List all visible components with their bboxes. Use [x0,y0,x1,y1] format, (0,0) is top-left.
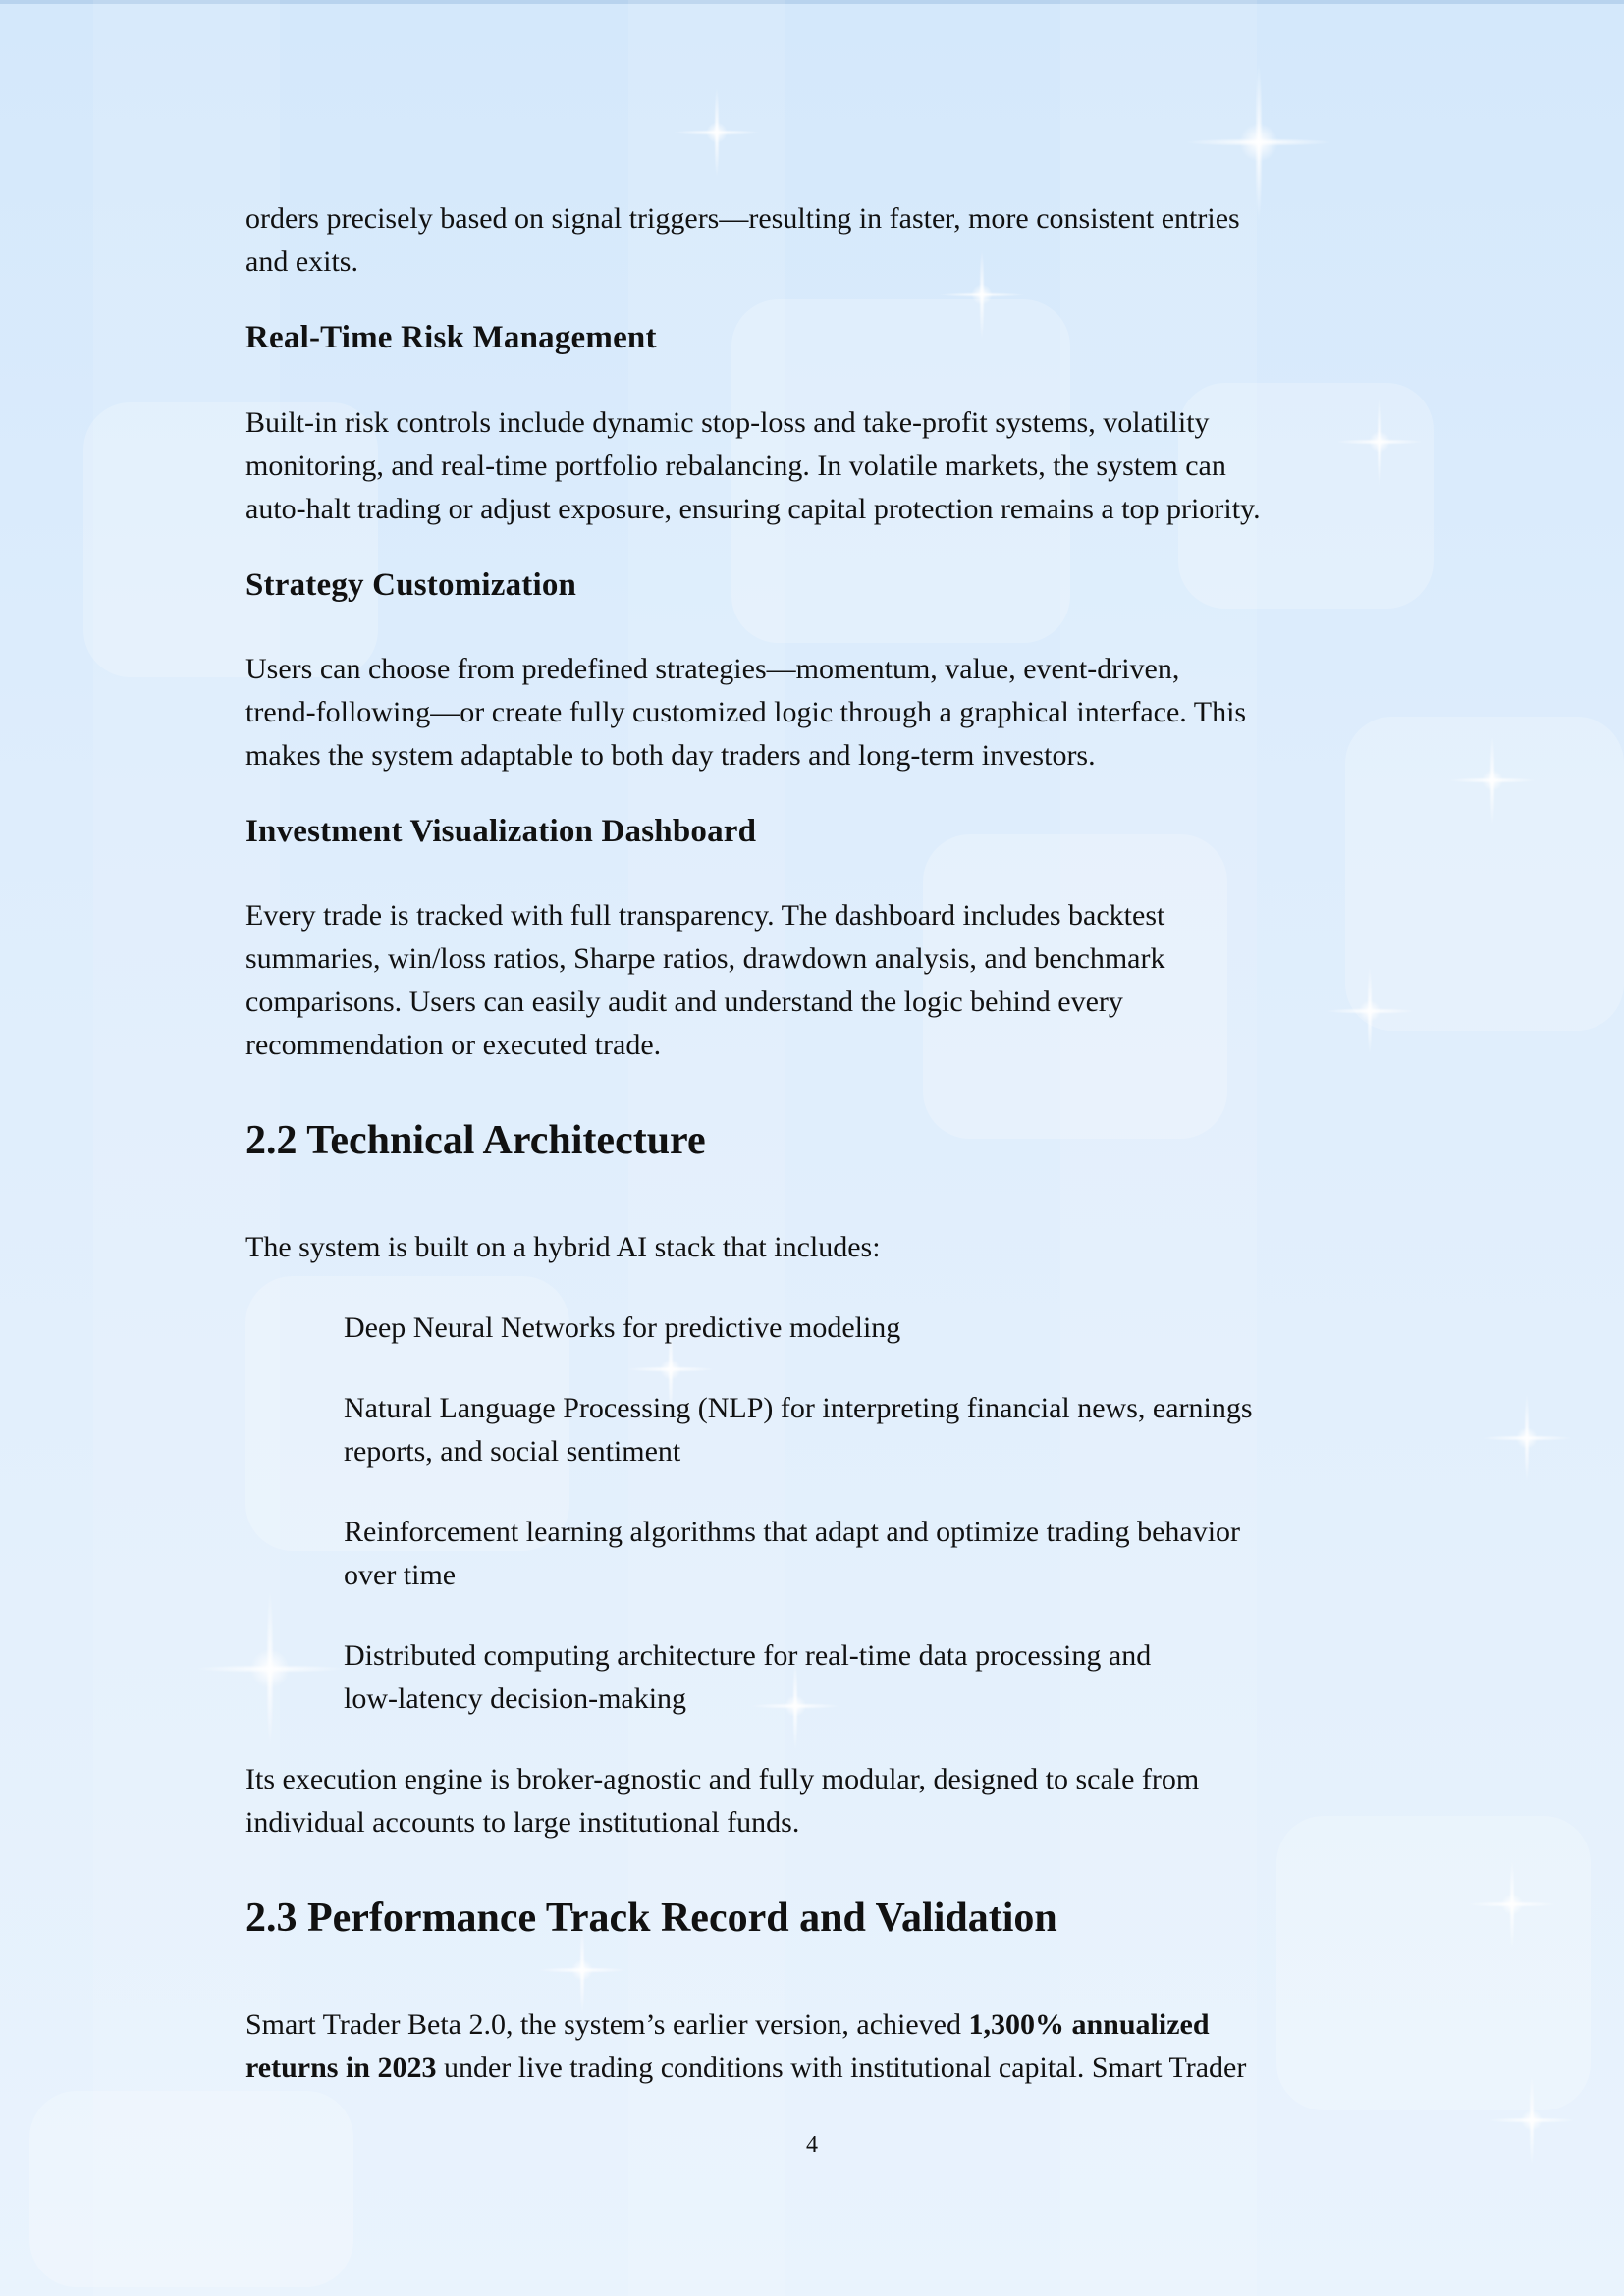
text-line: orders precisely based on signal triggers—resulting in faster, more consistent entries [245,202,1240,235]
text-line: over time [344,1559,457,1591]
background-strip [1060,0,1257,2296]
section-heading-risk-management: Real-Time Risk Management [245,320,657,355]
text-line: monitoring, and real-time portfolio rebalancing. In volatile markets, the system can [245,450,1226,482]
text-line: Reinforcement learning algorithms that adapt and optimize trading behavior [344,1516,1241,1548]
list-item [344,1387,1253,1473]
page-number: 4 [806,2132,818,2158]
section-heading-technical-architecture: 2.2 Technical Architecture [245,1118,706,1163]
text-line: Built-in risk controls include dynamic stop-loss and take-profit systems, volatility [245,406,1210,439]
list-item [344,1511,1240,1597]
background-blob [1345,717,1624,1031]
visualization-dashboard-paragraph [245,894,1164,1067]
text-line: Distributed computing architecture for real-time data processing and [344,1639,1152,1672]
text-line: Its execution engine is broker-agnostic and fully modular, designed to scale from [245,1763,1200,1795]
text-line: summaries, win/loss ratios, Sharpe ratios, drawdown analysis, and benchmark [245,942,1165,975]
text-span: Smart Trader Beta 2.0, the system’s earlier version, achieved [245,2008,969,2041]
text-line: low-latency decision-making [344,1682,687,1715]
technical-architecture-intro: The system is built on a hybrid AI stack that includes: [245,1231,881,1263]
intro-paragraph [245,197,1240,284]
text-line: reports, and social sentiment [344,1435,681,1468]
performance-paragraph [245,2003,1246,2090]
strategy-customization-paragraph [245,648,1246,777]
section-heading-performance: 2.3 Performance Track Record and Validation [245,1896,1057,1941]
text-line: trend-following—or create fully customized logic through a graphical interface. This [245,696,1247,728]
list-item [344,1634,1151,1721]
list-item [344,1307,900,1350]
text-line [245,2003,1246,2047]
text-line: recommendation or executed trade. [245,1029,662,1061]
risk-management-paragraph [245,401,1261,531]
text-line: Users can choose from predefined strategies—momentum, value, event-driven, [245,653,1180,685]
background-blob [1276,1816,1591,2110]
text-line [245,2047,1246,2090]
section-heading-visualization-dashboard: Investment Visualization Dashboard [245,814,757,849]
section-heading-strategy-customization: Strategy Customization [245,567,577,603]
text-line: individual accounts to large institutional funds. [245,1806,800,1839]
text-line: auto-halt trading or adjust exposure, ensuring capital protection remains a top priority. [245,493,1261,525]
text-line: Deep Neural Networks for predictive modeling [344,1311,901,1344]
emphasis-text: returns in 2023 [245,2052,437,2084]
text-line: Natural Language Processing (NLP) for interpreting financial news, earnings [344,1392,1253,1424]
text-line: and exits. [245,245,358,278]
technical-architecture-closing [245,1758,1199,1844]
text-line: comparisons. Users can easily audit and understand the logic behind every [245,986,1123,1018]
top-border [0,0,1624,4]
background-blob [29,2091,353,2287]
emphasis-text: 1,300% annualized [968,2008,1210,2041]
text-line: Every trade is tracked with full transparency. The dashboard includes backtest [245,899,1165,932]
text-span: under live trading conditions with institutional capital. Smart Trader [436,2052,1247,2084]
text-line: makes the system adaptable to both day traders and long-term investors. [245,739,1096,772]
